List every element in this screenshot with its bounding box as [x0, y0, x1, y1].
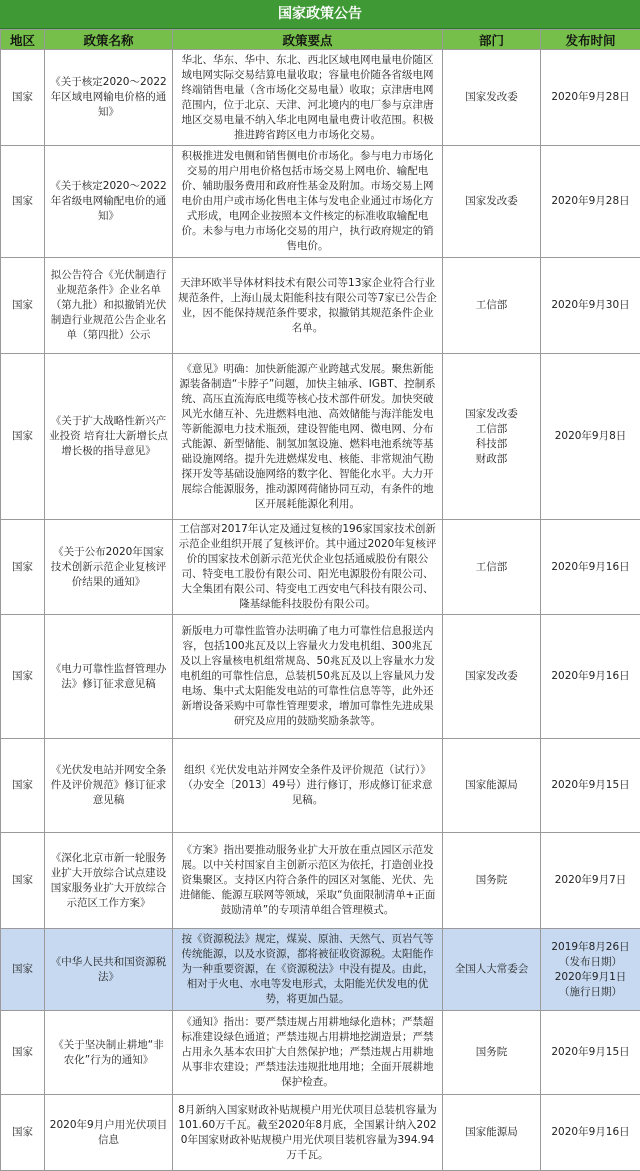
region-cell: 国家	[1, 1095, 45, 1171]
policy-points-cell: 《方案》指出要推动服务业扩大开放在重点园区示范发展。以中关村国家自主创新示范区为依托，打造创业投资集聚区。支持区内符合条件的园区对氢能、光伏、先进储能、能源互联网等领域，采取“负面限制清单+正面鼓励清单”的专项清单组合管理模式。	[173, 833, 443, 929]
date-cell: 2020年9月30日	[541, 258, 640, 354]
table-row	[1, 615, 640, 739]
policy-points-cell: 天津环欧半导体材料技术有限公司等13家企业符合行业规范条件，上海山晟太阳能科技有限公司等7家已公告企业，因不能保持规范条件要求，拟撤销其规范条件企业名单。	[173, 258, 443, 354]
policy-table	[0, 29, 640, 1171]
department-cell: 国家发改委	[443, 50, 541, 146]
policy-points-cell: 8月新纳入国家财政补贴规模户用光伏项目总装机容量为101.60万千瓦。截至2020年8月底，全国累计纳入2020年国家财政补贴规模户用光伏项目装机容量为394.94万千瓦。	[173, 1095, 443, 1171]
department-cell: 国家发改委	[443, 615, 541, 739]
table-row	[1, 833, 640, 929]
table-row	[1, 1011, 640, 1095]
department-cell: 国务院	[443, 1011, 541, 1095]
date-cell: 2020年9月8日	[541, 354, 640, 520]
policy-points-cell: 新版电力可靠性监管办法明确了电力可靠性信息报送内容，包括100兆瓦及以上容量火力发电机组、300兆瓦及以上容量核电机组常规岛、50兆瓦及以上容量水力发电机组的可靠性信息，总装机50兆瓦及以上容量风力发电场、集中式太阳能发电站的可靠性信息等等，此外还新增设备采购中可靠性管理要求，增加可靠性先进成果研究及应用的鼓励奖励条款等。	[173, 615, 443, 739]
policy-points-cell: 按《资源税法》规定，煤炭、原油、天然气、页岩气等传统能源，以及水资源，都将被征收资源税。太阳能作为一种重要资源，在《资源税法》中没有提及。由此，相对于火电、水电等发电形式，太阳能光伏发电的优势，将更加凸显。	[173, 929, 443, 1011]
policy-name-cell: 《关于核定2020～2022年省级电网输配电价的通知》	[45, 146, 173, 258]
policy-points-cell: 华北、华东、华中、东北、西北区域电网电量电价随区域电网实际交易结算电量收取；容量电价随各省级电网终端销售电量（含市场化交易电量）收取；京津唐电网范围内，位于北京、天津、河北境内的电厂参与京津唐地区交易电量不纳入华北电网电量电费计收范围。积极推进跨省跨区电力市场化交易。	[173, 50, 443, 146]
table-header-row	[1, 30, 640, 50]
region-cell: 国家	[1, 354, 45, 520]
table-row	[1, 1095, 640, 1171]
region-cell: 国家	[1, 615, 45, 739]
policy-name-cell: 《中华人民共和国资源税法》	[45, 929, 173, 1011]
policy-name-cell: 《关于坚决制止耕地“非农化”行为的通知》	[45, 1011, 173, 1095]
policy-name-cell: 《关于核定2020～2022年区域电网输电价格的通知》	[45, 50, 173, 146]
department-cell: 国家能源局	[443, 1095, 541, 1171]
table-row	[1, 146, 640, 258]
department-cell: 工信部	[443, 258, 541, 354]
policy-name-cell: 《电力可靠性监督管理办法》修订征求意见稿	[45, 615, 173, 739]
region-cell: 国家	[1, 833, 45, 929]
header-name: 政策名称	[45, 30, 173, 50]
region-cell: 国家	[1, 146, 45, 258]
policy-points-cell: 《通知》指出：要严禁违规占用耕地绿化造林；严禁超标准建设绿色通道；严禁违规占用耕地挖湖造景；严禁占用永久基本农田扩大自然保护地；严禁违规占用耕地从事非农建设；严禁违法违规批地用地；全面开展耕地保护检查。	[173, 1011, 443, 1095]
date-cell: 2020年9月16日	[541, 615, 640, 739]
policy-points-cell: 积极推进发电侧和销售侧电价市场化。参与电力市场化交易的用户用电价格包括市场交易上网电价、输配电价、辅助服务费用和政府性基金及附加。市场交易上网电价由用户或市场化售电主体与发电企业通过市场化方式形成，电网企业按照本文件核定的标准收取输配电价。未参与电力市场化交易的用户，执行政府规定的销售电价。	[173, 146, 443, 258]
header-date: 发布时间	[541, 30, 640, 50]
page-title: 国家政策公告	[0, 0, 640, 29]
header-dept: 部门	[443, 30, 541, 50]
header-region: 地区	[1, 30, 45, 50]
department-cell: 国家发改委 工信部 科技部 财政部	[443, 354, 541, 520]
date-cell: 2020年9月7日	[541, 833, 640, 929]
policy-name-cell: 《关于扩大战略性新兴产业投资 培育壮大新增长点增长极的指导意见》	[45, 354, 173, 520]
table-row	[1, 520, 640, 615]
policy-points-cell: 工信部对2017年认定及通过复核的196家国家技术创新示范企业组织开展了复核评价。其中通过2020年复核评价的国家技术创新示范光伏企业包括通威股份有限公司、特变电工股份有限公司、阳光电源股份有限公司、大全集团有限公司、特变电工西安电气科技有限公司、隆基绿能科技股份有限公司。	[173, 520, 443, 615]
region-cell: 国家	[1, 929, 45, 1011]
header-points: 政策要点	[173, 30, 443, 50]
region-cell: 国家	[1, 520, 45, 615]
policy-points-cell: 组织《光伏发电站并网安全条件及评价规范（试行）》（办安全〔2013〕49号）进行修订，形成修订征求意见稿。	[173, 739, 443, 833]
table-row	[1, 354, 640, 520]
date-cell: 2020年9月15日	[541, 739, 640, 833]
table-row	[1, 739, 640, 833]
department-cell: 国家能源局	[443, 739, 541, 833]
policy-name-cell: 《光伏发电站并网安全条件及评价规范》修订征求意见稿	[45, 739, 173, 833]
policy-name-cell: 《关于公布2020年国家技术创新示范企业复核评价结果的通知》	[45, 520, 173, 615]
region-cell: 国家	[1, 739, 45, 833]
table-row	[1, 50, 640, 146]
policy-name-cell: 《深化北京市新一轮服务业扩大开放综合试点建设国家服务业扩大开放综合示范区工作方案》	[45, 833, 173, 929]
department-cell: 工信部	[443, 520, 541, 615]
date-cell: 2020年9月28日	[541, 146, 640, 258]
department-cell: 国务院	[443, 833, 541, 929]
date-cell: 2020年9月15日	[541, 1011, 640, 1095]
policy-name-cell: 拟公告符合《光伏制造行业规范条件》企业名单（第九批）和拟撤销光伏制造行业规范公告企业名单（第四批）公示	[45, 258, 173, 354]
policy-points-cell: 《意见》明确：加快新能源产业跨越式发展。聚焦新能源装备制造“卡脖子”问题，加快主轴承、IGBT、控制系统、高压直流海底电缆等核心技术部件研发。加快突破风光水储互补、先进燃料电池、高效储能与海洋能发电等新能源电力技术瓶颈，建设智能电网、微电网、分布式能源、新型储能、制氢加氢设施、燃料电池系统等基础设施网络。提升先进燃煤发电、核能、非常规油气勘探开发等基础设施网络的数字化、智能化水平。大力开展综合能源服务，推动源网荷储协同互动，有条件的地区开展耗能源化利用。	[173, 354, 443, 520]
date-cell: 2019年8月26日 （发布日期） 2020年9月1日 （施行日期）	[541, 929, 640, 1011]
date-cell: 2020年9月16日	[541, 520, 640, 615]
table-row	[1, 258, 640, 354]
region-cell: 国家	[1, 1011, 45, 1095]
date-cell: 2020年9月28日	[541, 50, 640, 146]
region-cell: 国家	[1, 258, 45, 354]
region-cell: 国家	[1, 50, 45, 146]
department-cell: 国家发改委	[443, 146, 541, 258]
policy-name-cell: 2020年9月户用光伏项目信息	[45, 1095, 173, 1171]
department-cell: 全国人大常委会	[443, 929, 541, 1011]
table-row	[1, 929, 640, 1011]
date-cell: 2020年9月16日	[541, 1095, 640, 1171]
